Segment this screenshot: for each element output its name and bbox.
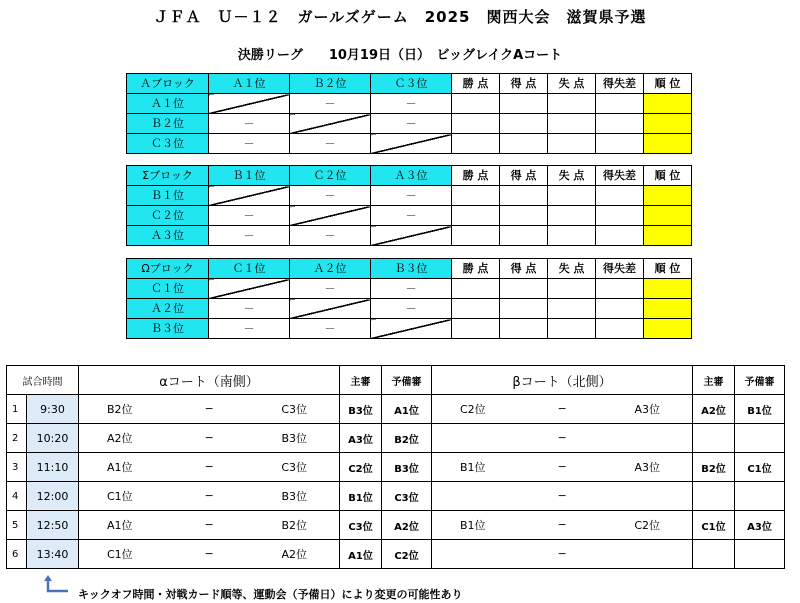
match-result-cell: － <box>290 226 371 246</box>
alpha-referee-header: 主審 <box>340 366 382 395</box>
block-header-row <box>127 74 692 94</box>
block-row-label: Ａ３位 <box>127 226 209 246</box>
match-result-cell: － <box>209 206 290 226</box>
block-row-label: Ｃ１位 <box>127 279 209 299</box>
rank-cell <box>644 206 692 226</box>
beta-match <box>432 453 693 482</box>
team-label: B2位 <box>107 403 133 416</box>
alpha-reserve-referee: B3位 <box>382 453 432 482</box>
rank-cell <box>644 226 692 246</box>
match-result-cell <box>209 279 290 299</box>
stat-header: 失 点 <box>548 166 596 186</box>
rank-cell <box>644 279 692 299</box>
time-header: 試合時間 <box>7 366 79 395</box>
match-result-cell: － <box>371 206 452 226</box>
match-number: 6 <box>7 540 27 569</box>
up-arrow-icon <box>44 575 76 597</box>
block-table-1 <box>126 73 692 154</box>
beta-referee <box>693 540 735 569</box>
team-label: C3位 <box>281 461 307 474</box>
stat-header: 得 点 <box>500 74 548 94</box>
team-label: A3位 <box>634 403 660 416</box>
stat-cell <box>452 226 500 246</box>
match-result-cell: － <box>290 186 371 206</box>
block-name: Ωブロック <box>127 259 209 279</box>
stat-cell <box>548 186 596 206</box>
team-label: A2位 <box>281 548 307 561</box>
stat-header: 勝 点 <box>452 166 500 186</box>
stat-cell <box>452 279 500 299</box>
stat-cell <box>500 279 548 299</box>
team-label: A3位 <box>634 461 660 474</box>
team-label: C1位 <box>107 548 133 561</box>
alpha-match <box>79 511 340 540</box>
match-number: 5 <box>7 511 27 540</box>
match-result-cell: － <box>209 114 290 134</box>
stat-header: 順 位 <box>644 259 692 279</box>
block-row-label: Ｂ３位 <box>127 319 209 339</box>
match-result-cell: － <box>371 299 452 319</box>
block-col-header: Ａ１位 <box>209 74 290 94</box>
alpha-reserve-referee: B2位 <box>382 424 432 453</box>
match-result-cell <box>290 206 371 226</box>
stat-cell <box>548 319 596 339</box>
beta-referee: A2位 <box>693 395 735 424</box>
alpha-reserve-referee: C2位 <box>382 540 432 569</box>
alpha-referee: C3位 <box>340 511 382 540</box>
stat-cell <box>452 206 500 226</box>
match-result-cell: － <box>209 134 290 154</box>
schedule-row <box>7 511 785 540</box>
stat-cell <box>500 299 548 319</box>
match-result-cell: － <box>371 186 452 206</box>
schedule-row <box>7 540 785 569</box>
block-col-header: Ａ３位 <box>371 166 452 186</box>
beta-reserve-referee: A3位 <box>735 511 785 540</box>
stat-header: 得失差 <box>596 259 644 279</box>
match-result-cell: － <box>371 114 452 134</box>
beta-reserve-referee: C1位 <box>735 453 785 482</box>
block-name: Ａブロック <box>127 74 209 94</box>
block-row <box>127 94 692 114</box>
block-row <box>127 114 692 134</box>
alpha-reserve-referee: A1位 <box>382 395 432 424</box>
stat-header: 得失差 <box>596 74 644 94</box>
beta-match <box>432 540 693 569</box>
match-result-cell <box>371 134 452 154</box>
stat-cell <box>500 94 548 114</box>
stat-header: 失 点 <box>548 259 596 279</box>
match-result-cell <box>290 114 371 134</box>
match-result-cell: － <box>290 319 371 339</box>
rank-cell <box>644 114 692 134</box>
stat-cell <box>596 299 644 319</box>
beta-match <box>432 511 693 540</box>
alpha-match <box>79 453 340 482</box>
block-col-header: Ｃ３位 <box>371 74 452 94</box>
beta-match <box>432 395 693 424</box>
block-row-label: Ｂ２位 <box>127 114 209 134</box>
kickoff-time: 11:10 <box>27 453 79 482</box>
block-row-label: Ｂ１位 <box>127 186 209 206</box>
versus-dash: ─ <box>205 460 213 474</box>
alpha-court-header: αコート（南側） <box>79 366 340 395</box>
match-result-cell: － <box>290 94 371 114</box>
versus-dash: ─ <box>205 518 213 532</box>
alpha-match <box>79 482 340 511</box>
block-row-label: Ｃ３位 <box>127 134 209 154</box>
stat-header: 失 点 <box>548 74 596 94</box>
stat-cell <box>596 206 644 226</box>
kickoff-time: 9:30 <box>27 395 79 424</box>
versus-dash: ─ <box>558 518 566 532</box>
kickoff-time: 10:20 <box>27 424 79 453</box>
stat-header: 得 点 <box>500 166 548 186</box>
alpha-match <box>79 395 340 424</box>
block-table-3 <box>126 258 692 339</box>
kickoff-time: 12:50 <box>27 511 79 540</box>
match-result-cell: － <box>290 279 371 299</box>
stat-cell <box>452 94 500 114</box>
rank-cell <box>644 186 692 206</box>
team-label: C3位 <box>281 403 307 416</box>
stat-cell <box>500 226 548 246</box>
stat-cell <box>596 279 644 299</box>
match-number: 4 <box>7 482 27 511</box>
beta-referee: C1位 <box>693 511 735 540</box>
stat-cell <box>548 226 596 246</box>
stat-cell <box>548 114 596 134</box>
alpha-reserve-header: 予備審 <box>382 366 432 395</box>
beta-referee <box>693 482 735 511</box>
beta-reserve-header: 予備審 <box>735 366 785 395</box>
beta-match <box>432 482 693 511</box>
stat-cell <box>596 114 644 134</box>
rank-cell <box>644 319 692 339</box>
beta-court-header: βコート（北側） <box>432 366 693 395</box>
team-label: C2位 <box>634 519 660 532</box>
match-result-cell <box>371 226 452 246</box>
stat-header: 勝 点 <box>452 259 500 279</box>
stat-cell <box>452 134 500 154</box>
block-header-row <box>127 259 692 279</box>
stat-cell <box>500 206 548 226</box>
block-col-header: Ｃ２位 <box>290 166 371 186</box>
versus-dash: ─ <box>558 460 566 474</box>
rank-cell <box>644 134 692 154</box>
stat-cell <box>596 319 644 339</box>
match-result-cell: － <box>209 226 290 246</box>
versus-dash: ─ <box>205 547 213 561</box>
versus-dash: ─ <box>205 431 213 445</box>
block-col-header: Ｂ１位 <box>209 166 290 186</box>
block-row-label: Ａ１位 <box>127 94 209 114</box>
page-title: ＪＦＡ Ｕ－１２ ガールズゲーム 2025 関西大会 滋賀県予選 <box>153 8 647 26</box>
match-schedule-table <box>6 365 785 569</box>
match-result-cell: － <box>290 134 371 154</box>
stat-cell <box>548 299 596 319</box>
match-number: 1 <box>7 395 27 424</box>
beta-reserve-referee <box>735 482 785 511</box>
versus-dash: ─ <box>205 489 213 503</box>
team-label: B2位 <box>281 519 307 532</box>
match-result-cell: － <box>209 319 290 339</box>
versus-dash: ─ <box>558 402 566 416</box>
block-row-label: Ａ２位 <box>127 299 209 319</box>
stat-header: 順 位 <box>644 166 692 186</box>
block-row-label: Ｃ２位 <box>127 206 209 226</box>
schedule-row <box>7 395 785 424</box>
stat-cell <box>596 94 644 114</box>
alpha-match <box>79 424 340 453</box>
match-number: 3 <box>7 453 27 482</box>
versus-dash: ─ <box>205 402 213 416</box>
beta-referee <box>693 424 735 453</box>
match-result-cell <box>209 186 290 206</box>
stat-cell <box>452 114 500 134</box>
beta-reserve-referee: B1位 <box>735 395 785 424</box>
alpha-match <box>79 540 340 569</box>
match-number: 2 <box>7 424 27 453</box>
stat-cell <box>452 319 500 339</box>
beta-referee-header: 主審 <box>693 366 735 395</box>
beta-match <box>432 424 693 453</box>
rank-cell <box>644 94 692 114</box>
team-label: A1位 <box>107 519 133 532</box>
block-row <box>127 134 692 154</box>
schedule-note: キックオフ時間・対戦カード順等、運動会（予備日）により変更の可能性あり <box>78 588 463 601</box>
beta-referee: B2位 <box>693 453 735 482</box>
page-subtitle: 決勝リーグ 10月19日（日） ビッグレイクAコート <box>237 48 563 63</box>
team-label: A1位 <box>107 461 133 474</box>
match-result-cell <box>209 94 290 114</box>
alpha-referee: A3位 <box>340 424 382 453</box>
kickoff-time: 13:40 <box>27 540 79 569</box>
block-row <box>127 299 692 319</box>
stat-cell <box>452 299 500 319</box>
kickoff-time: 12:00 <box>27 482 79 511</box>
schedule-row <box>7 424 785 453</box>
stat-cell <box>548 206 596 226</box>
block-row <box>127 279 692 299</box>
schedule-row <box>7 482 785 511</box>
match-result-cell: － <box>371 94 452 114</box>
block-row <box>127 226 692 246</box>
stat-header: 得失差 <box>596 166 644 186</box>
stat-cell <box>596 226 644 246</box>
rank-cell <box>644 299 692 319</box>
match-result-cell: － <box>209 299 290 319</box>
versus-dash: ─ <box>558 431 566 445</box>
block-name: Σブロック <box>127 166 209 186</box>
versus-dash: ─ <box>558 489 566 503</box>
stat-header: 順 位 <box>644 74 692 94</box>
stat-header: 得 点 <box>500 259 548 279</box>
block-col-header: Ａ２位 <box>290 259 371 279</box>
block-row <box>127 319 692 339</box>
team-label: C1位 <box>107 490 133 503</box>
block-header-row <box>127 166 692 186</box>
stat-cell <box>596 186 644 206</box>
stat-cell <box>500 134 548 154</box>
team-label: B3位 <box>281 432 307 445</box>
stat-cell <box>548 279 596 299</box>
alpha-referee: B3位 <box>340 395 382 424</box>
stat-cell <box>500 114 548 134</box>
block-row <box>127 186 692 206</box>
block-row <box>127 206 692 226</box>
match-result-cell <box>371 319 452 339</box>
match-result-cell <box>290 299 371 319</box>
alpha-reserve-referee: C3位 <box>382 482 432 511</box>
block-col-header: Ｂ２位 <box>290 74 371 94</box>
team-label: A2位 <box>107 432 133 445</box>
alpha-reserve-referee: A2位 <box>382 511 432 540</box>
team-label: B1位 <box>460 461 486 474</box>
alpha-referee: B1位 <box>340 482 382 511</box>
alpha-referee: A1位 <box>340 540 382 569</box>
block-table-2 <box>126 165 692 246</box>
stat-header: 勝 点 <box>452 74 500 94</box>
stat-cell <box>548 134 596 154</box>
beta-reserve-referee <box>735 540 785 569</box>
block-col-header: Ｃ１位 <box>209 259 290 279</box>
team-label: C2位 <box>460 403 486 416</box>
schedule-row <box>7 453 785 482</box>
stat-cell <box>596 134 644 154</box>
team-label: B1位 <box>460 519 486 532</box>
match-result-cell: － <box>371 279 452 299</box>
schedule-header-row <box>7 366 785 395</box>
alpha-referee: C2位 <box>340 453 382 482</box>
block-col-header: Ｂ３位 <box>371 259 452 279</box>
stat-cell <box>548 94 596 114</box>
team-label: B3位 <box>281 490 307 503</box>
stat-cell <box>500 319 548 339</box>
stat-cell <box>452 186 500 206</box>
stat-cell <box>500 186 548 206</box>
beta-reserve-referee <box>735 424 785 453</box>
versus-dash: ─ <box>558 547 566 561</box>
